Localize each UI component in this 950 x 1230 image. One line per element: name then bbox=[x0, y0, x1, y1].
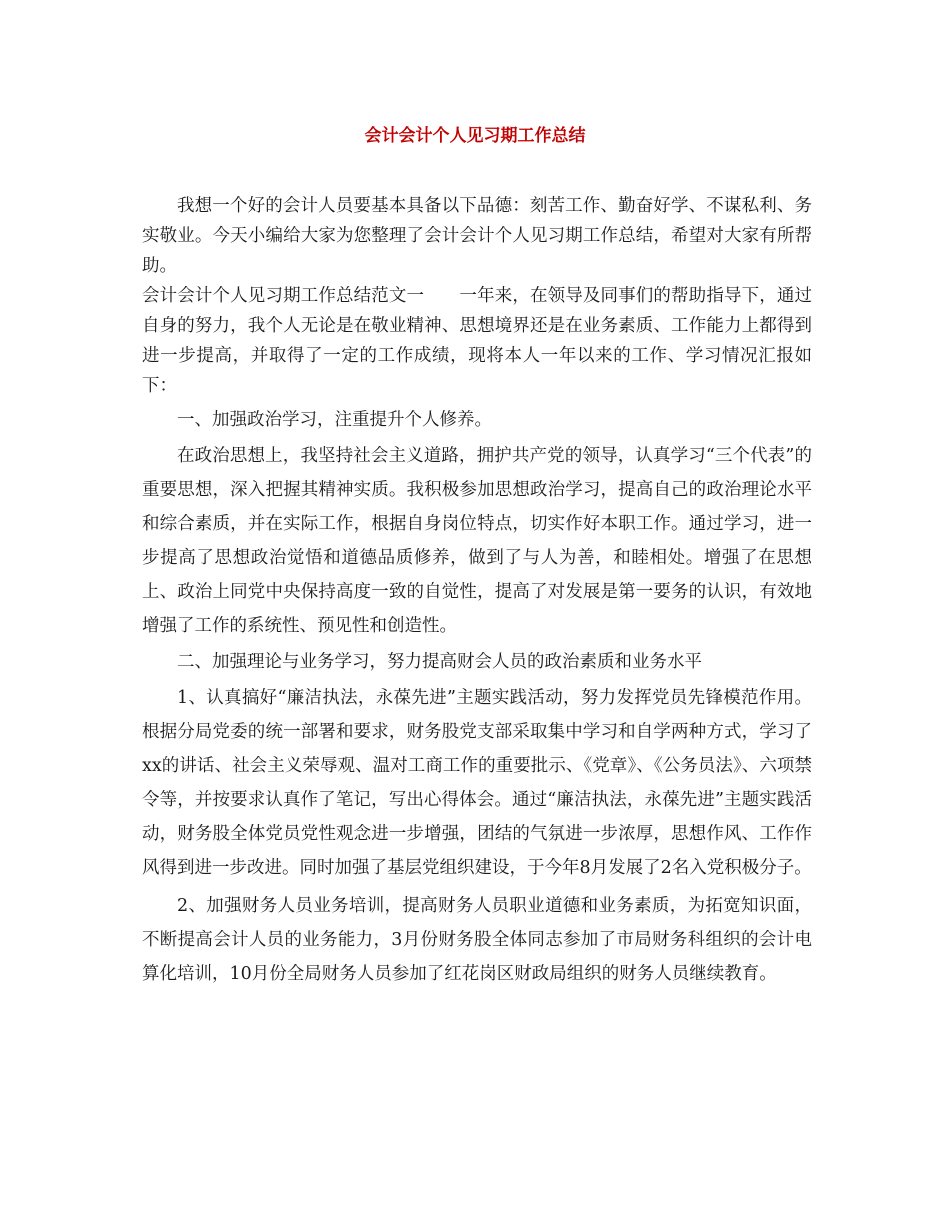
political-study-paragraph: 在政治思想上，我坚持社会主义道路，拥护共产党的领导，认真学习“三个代表”的重要思想，深入把握其精神实质。我积极参加思想政治学习，提高自己的政治理论水平和综合素质，并在实际工作，根据自身岗位特点，切实作好本职工作。通过学习，进一步提高了思想政治觉悟和道德品质修养，做到了与人为善，和睦相处。增强了在思想上、政治上同党中央保持高度一致的自觉性，提高了对发展是第一要务的认识，有效地增强了工作的系统性、预见性和创造性。 bbox=[142, 446, 812, 636]
section-heading-one: 一、加强政治学习，注重提升个人修养。 bbox=[177, 410, 492, 430]
section-heading-two: 二、加强理论与业务学习，努力提高财会人员的政治素质和业务水平 bbox=[177, 652, 702, 672]
document-title: 会计会计个人见习期工作总结 bbox=[364, 126, 586, 146]
document-body bbox=[142, 191, 812, 991]
intro-paragraph: 我想一个好的会计人员要基本具备以下品德：刻苦工作、勤奋好学、不谋私利、务实敬业。今天小编给大家为您整理了会计会计个人见习期工作总结，希望对大家有所帮助。 bbox=[142, 196, 812, 276]
sample-one-paragraph: 会计会计个人见习期工作总结范文一 一年来，在领导及同事们的帮助指导下，通过自身的努力，我个人无论是在敬业精神、思想境界还是在业务素质、工作能力上都得到进一步提高，并取得了一定的工作成绩，现将本人一年以来的工作、学习情况汇报如下： bbox=[142, 286, 812, 396]
item-two-paragraph: 2、加强财务人员业务培训，提高财务人员职业道德和业务素质，为拓宽知识面，不断提高会计人员的业务能力，3月份财务股全体同志参加了市局财务科组织的会计电算化培训，10月份全局财务人员参加了红花岗区财政局组织的财务人员继续教育。 bbox=[142, 896, 812, 984]
item-one-paragraph: 1、认真搞好“廉洁执法，永葆先进”主题实践活动，努力发挥党员先锋模范作用。根据分局党委的统一部署和要求，财务股党支部采取集中学习和自学两种方式，学习了xx的讲话、社会主义荣辱观、温对工商工作的重要批示、《党章》、《公务员法》、六项禁令等，并按要求认真作了笔记，写出心得体会。通过“廉洁执法，永葆先进”主题实践活动，财务股全体党员党性观念进一步增强，团结的气氛进一步浓厚，思想作风、工作作风得到进一步改进。同时加强了基层党组织建设，于今年8月发展了2名入党积极分子。 bbox=[142, 688, 812, 878]
